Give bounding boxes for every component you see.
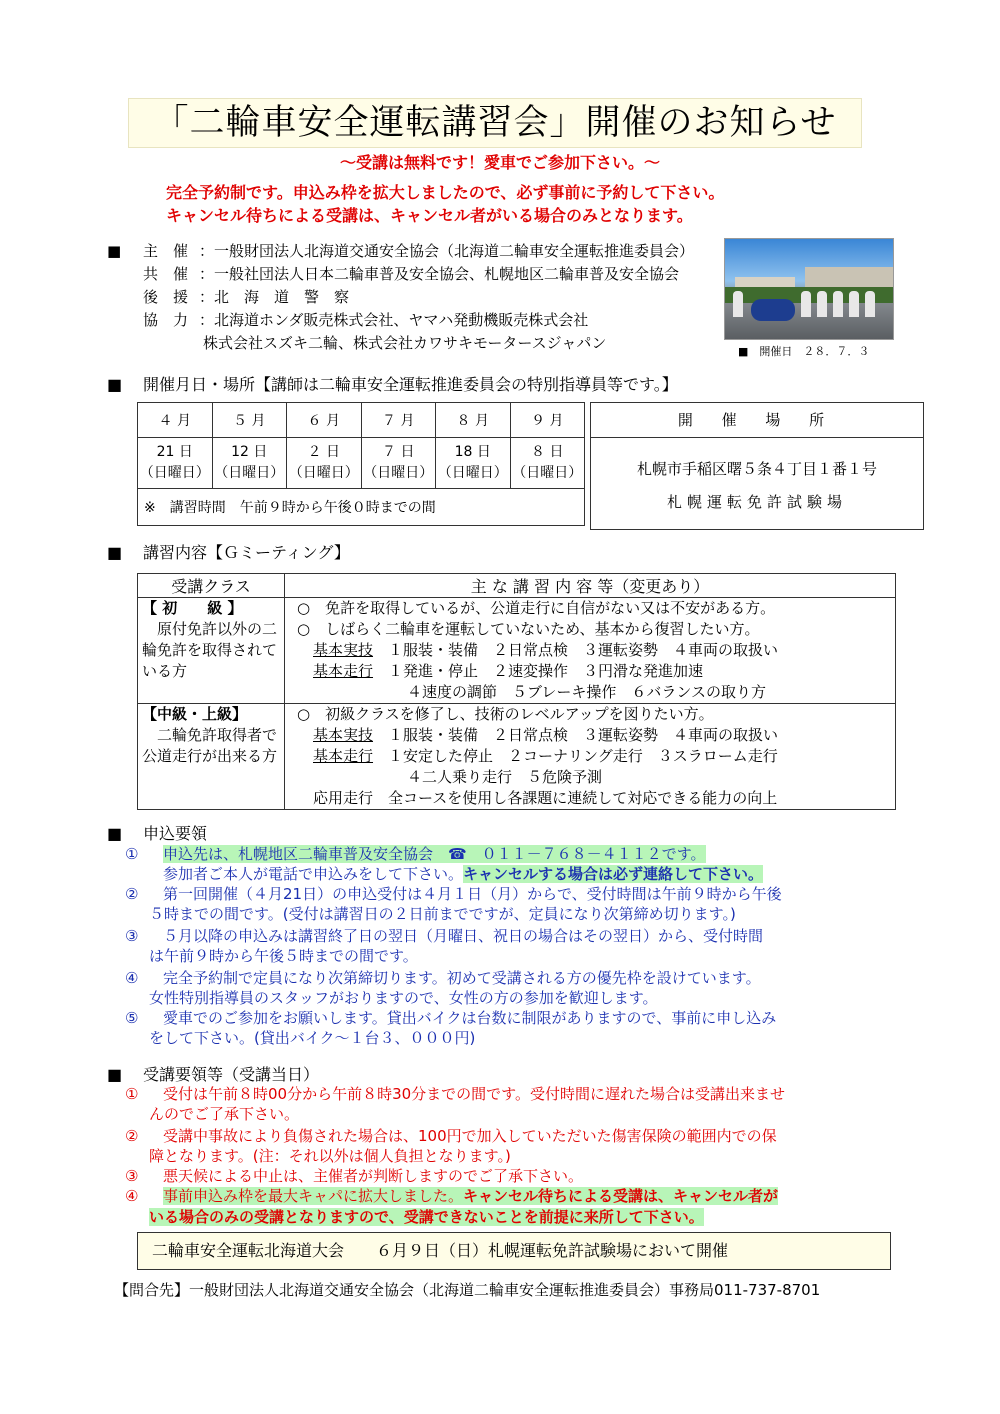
bullet: ■ — [107, 375, 123, 394]
date-day: ７ 日 — [382, 444, 415, 460]
practice-text: １服装・装備 ２日常点検 ３運転姿勢 ４車両の取扱い — [388, 641, 779, 659]
date-cell — [138, 438, 213, 489]
advanced-desc: 二輪免許取得者で公道走行が出来る方 — [142, 726, 278, 765]
organizer-value: ：北 海 道 警 察 — [199, 288, 350, 306]
attendance-item-2 — [125, 1126, 777, 1146]
date-day: 21 日 — [156, 444, 193, 460]
item-number: ⑤ — [125, 1009, 139, 1027]
organizer-key: 共 催 — [143, 265, 189, 283]
advanced-practice-row — [297, 725, 891, 746]
venue-name: 札幌運転免許試験場 — [666, 493, 847, 511]
photo-caption: ■ 開催日 ２８．７．３ — [738, 345, 870, 358]
date-day: ２ 日 — [307, 444, 340, 460]
footer-contact: 【問合先】一般財団法人北海道交通安全協会（北海道二輪車安全運転推進委員会）事務局011-737-8701 — [114, 1281, 821, 1299]
month-cell: ６ 月 — [287, 403, 362, 438]
lecture-hours-note: ※ 講習時間 午前９時から午後０時までの間 — [138, 489, 585, 526]
practice-label: 基本実技 — [313, 641, 374, 659]
item-text: 第一回開催（４月21日）の申込受付は４月１日（月）からで、受付時間は午前９時から午後 — [163, 885, 782, 903]
content-heading — [107, 540, 350, 563]
organizer-value: ：北海道ホンダ販売株式会社、ヤマハ発動機販売株式会社 — [199, 311, 589, 329]
beginner-line-1: ○ 免許を取得しているが、公道走行に自信がない又は不安がある方。 — [297, 599, 776, 617]
beginner-title: 【 初 級 】 — [142, 599, 243, 617]
organizer-key: 後 援 — [143, 288, 189, 306]
page-title: 「二輪車安全運転講習会」開催のお知らせ — [128, 98, 862, 148]
item-number: ① — [125, 845, 139, 863]
beginner-riding-row-2: ４速度の調節 ５ブレーキ操作 ６バランスの取り方 — [407, 683, 766, 701]
organizer-value: ：一般社団法人日本二輪車普及安全協会、札幌地区二輪車普及安全協会 — [199, 265, 680, 283]
schedule-heading-text: 開催月日・場所【講師は二輪車安全運転推進委員会の特別指導員等です。】 — [143, 375, 678, 394]
warning-line-2: キャンセル待ちによる受講は、キャンセル者がいる場合のみとなります。 — [166, 206, 693, 225]
venue-address: 札幌市手稲区曙５条４丁目１番１号 — [636, 460, 877, 478]
application-item-2 — [125, 884, 782, 904]
application-item-2b: ５時までの間です。(受付は講習日の２日前までですが、定員になり次第締め切ります。) — [149, 905, 736, 923]
cancel-notice: キャンセルする場合は必ず連絡して下さい。 — [463, 865, 764, 883]
col-class-header: 受講クラス — [138, 574, 285, 598]
organizer-row-cohost — [143, 263, 679, 284]
item-text: 完全予約制で定員になり次第締切ります。初めて受講される方の優先枠を設けています。 — [163, 969, 761, 987]
date-weekday: （日曜日） — [363, 465, 434, 481]
venue-header: 開 催 場 所 — [591, 403, 923, 438]
event-notice-text: 二輪車安全運転北海道大会 ６月９日（日）札幌運転免許試験場において開催 — [152, 1241, 729, 1260]
month-cell: ５ 月 — [212, 403, 287, 438]
item-text: 受講中事故により負傷された場合は、100円で加入していただいた傷害保険の範囲内での保 — [163, 1127, 777, 1145]
riding-label: 基本走行 — [313, 662, 374, 680]
date-cell — [510, 438, 585, 489]
month-cell: ４ 月 — [138, 403, 213, 438]
application-heading-text: 申込要領 — [143, 824, 208, 843]
advanced-applied-row — [297, 788, 891, 809]
date-day: 12 日 — [231, 444, 268, 460]
date-day: ８ 日 — [531, 444, 564, 460]
venue-box — [590, 402, 924, 530]
item-text: 悪天候による中止は、主催者が判断しますのでご了承下さい。 — [163, 1167, 584, 1185]
date-day: 18 日 — [454, 444, 491, 460]
organizer-value: ：一般財団法人北海道交通安全協会（北海道二輪車安全運転推進委員会） — [199, 242, 695, 260]
date-cell — [436, 438, 511, 489]
beginner-desc: 原付免許以外の二輪免許を取得されている方 — [142, 620, 278, 680]
attendance-item-1b: んのでご了承下さい。 — [149, 1105, 300, 1123]
organizer-row-support — [143, 286, 349, 307]
application-phone-note: 参加者ご本人が電話で申込みをして下さい。 — [163, 865, 464, 883]
application-item-4 — [125, 968, 761, 988]
bullet: ■ — [107, 1065, 123, 1084]
beginner-riding-row — [297, 661, 891, 682]
item-text-bold: いる場合のみの受講となりますので、受講できないことを前提に来所して下さい。 — [149, 1208, 704, 1226]
date-weekday: （日曜日） — [139, 465, 210, 481]
event-notice-box — [137, 1232, 891, 1270]
beginner-class-cell — [138, 598, 285, 704]
attendance-item-4b — [149, 1207, 704, 1227]
organizer-row-cooperation — [143, 309, 588, 330]
attendance-item-4 — [125, 1186, 778, 1206]
item-number: ③ — [125, 1167, 139, 1185]
training-photo — [724, 238, 894, 340]
date-cell — [287, 438, 362, 489]
organizer-value: 株式会社スズキ二輪、株式会社カワサキモータースジャパン — [203, 334, 607, 352]
date-cell — [212, 438, 287, 489]
attendance-item-3 — [125, 1166, 583, 1186]
application-item-4b: 女性特別指導員のスタッフがおりますので、女性の方の参加を歓迎します。 — [149, 989, 658, 1007]
col-content-header: 主 な 講 習 内 容 等（変更あり） — [285, 574, 896, 598]
riding-label: 基本走行 — [313, 747, 374, 765]
month-cell: ７ 月 — [361, 403, 436, 438]
application-item-5 — [125, 1008, 776, 1028]
advanced-riding-row-2: ４二人乗り走行 ５危険予測 — [407, 768, 603, 786]
item-number: ③ — [125, 927, 139, 945]
application-item-3b: は午前９時から午後５時までの間です。 — [149, 947, 418, 965]
application-heading — [107, 821, 207, 844]
organizer-row-host — [107, 240, 694, 261]
date-weekday: （日曜日） — [288, 465, 359, 481]
subtitle: ～受講は無料です！愛車でご参加下さい。～ — [339, 153, 660, 172]
application-contact: 申込先は、札幌地区二輪車普及安全協会 ☎ ０１１－７６８－４１１２です。 — [163, 845, 706, 863]
warning-line-1: 完全予約制です。申込み枠を拡大しましたので、必ず事前に予約して下さい。 — [166, 183, 725, 202]
advanced-line-1: ○ 初級クラスを修了し、技術のレベルアップを図りたい方。 — [297, 705, 714, 723]
organizer-key: 主 催 — [143, 242, 189, 260]
practice-label: 基本実技 — [313, 726, 374, 744]
attendance-heading-text: 受講要領等（受講当日） — [143, 1065, 320, 1084]
item-text: 愛車でのご参加をお願いします。貸出バイクは台数に制限がありますので、事前に申し込み — [163, 1009, 777, 1027]
schedule-table — [137, 402, 585, 526]
item-number: ④ — [125, 969, 139, 987]
advanced-content-cell — [285, 704, 896, 810]
beginner-line-2: ○ しばらく二輪車を運転していないため、基本から復習したい方。 — [297, 620, 760, 638]
advanced-class-cell — [138, 704, 285, 810]
item-number: ② — [125, 885, 139, 903]
applied-label: 応用走行 — [313, 789, 374, 807]
date-weekday: （日曜日） — [214, 465, 285, 481]
application-item-5b: をして下さい。(貸出バイク～１台３、０００円) — [149, 1029, 476, 1047]
month-cell: ９ 月 — [510, 403, 585, 438]
advanced-title: 【中級・上級】 — [142, 705, 248, 723]
date-cell — [361, 438, 436, 489]
application-item-1 — [125, 844, 706, 864]
beginner-content-cell — [285, 598, 896, 704]
item-number: ④ — [125, 1187, 139, 1205]
attendance-item-1 — [125, 1084, 785, 1104]
advanced-riding-row — [297, 746, 891, 767]
application-item-1b — [163, 864, 763, 884]
content-heading-text: 講習内容【Ｇミーティング】 — [143, 543, 350, 562]
bullet: ■ — [107, 824, 123, 843]
schedule-heading — [107, 372, 678, 395]
content-table — [137, 573, 896, 810]
item-text-bold: キャンセル待ちによる受講は、キャンセル者が — [463, 1187, 779, 1205]
organizer-key: 協 力 — [143, 311, 189, 329]
item-text: 受付は午前８時00分から午前８時30分までの間です。受付時間に遅れた場合は受講出来ませ — [163, 1085, 785, 1103]
attendance-heading — [107, 1062, 319, 1085]
riding-text: １発進・停止 ２速変操作 ３円滑な発進加速 — [388, 662, 704, 680]
item-text: 事前申込み枠を最大キャパに拡大しました。 — [163, 1187, 464, 1205]
item-number: ① — [125, 1085, 139, 1103]
riding-text: １安定した停止 ２コーナリング走行 ３スラローム走行 — [388, 747, 778, 765]
bullet: ■ — [107, 543, 123, 562]
application-item-3 — [125, 926, 763, 946]
bullet: ■ — [107, 242, 122, 260]
beginner-practice-row — [297, 640, 891, 661]
applied-text: 全コースを使用し各課題に連続して対応できる能力の向上 — [388, 789, 778, 807]
practice-text: １服装・装備 ２日常点検 ３運転姿勢 ４車両の取扱い — [388, 726, 779, 744]
month-cell: ８ 月 — [436, 403, 511, 438]
date-weekday: （日曜日） — [437, 465, 508, 481]
organizer-row-cooperation-2 — [203, 332, 606, 353]
item-number: ② — [125, 1127, 139, 1145]
item-text: ５月以降の申込みは講習終了日の翌日（月曜日、祝日の場合はその翌日）から、受付時間 — [163, 927, 764, 945]
date-weekday: （日曜日） — [512, 465, 583, 481]
attendance-item-2b: 障となります。(注：それ以外は個人負担となります。) — [149, 1147, 511, 1165]
